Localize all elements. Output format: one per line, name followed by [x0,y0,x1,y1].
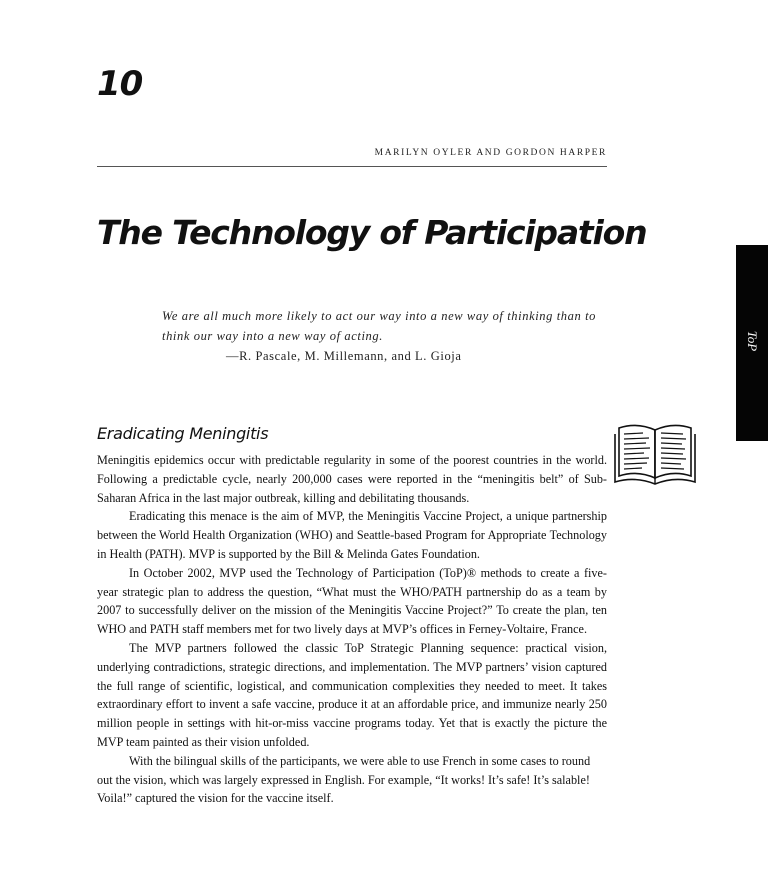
side-thumb-tab [736,245,768,441]
chapter-authors: MARILYN OYLER AND GORDON HARPER [374,148,607,158]
section-heading: Eradicating Meningitis [97,424,269,443]
open-book-icon [613,420,697,488]
chapter-number: 10 [97,64,143,104]
epigraph-quote: We are all much more likely to act our way into a new way of thinking than to think our way into a new way of acting. [162,309,596,343]
paragraph-5: With the bilingual skills of the participants, we were able to use French in some cases to round out the vision, which was largely expressed in English. For example, “It works! It’s safe! It’s salable! Voila!” captured the vision for the vaccine itself. [97,753,591,806]
paragraph-2: Eradicating this menace is the aim of MVP, the Meningitis Vaccine Project, a unique partnership between the World Health Organization (WHO) and Seattle-based Program for Appropriate Technology in Health (PATH). MVP is supported by the Bill & Melinda Gates Foundation. [97,509,607,561]
chapter-title: The Technology of Participation [97,213,647,252]
side-tab-label: ToP [745,330,760,352]
body-text [97,451,607,808]
paragraph-4: The MVP partners followed the classic ToP Strategic Planning sequence: practical vision, underlying contradictions, strategic directions, and implementation. The MVP partners’ vision captured the full range of scientific, logistical, and communication complexities they needed to meet. It takes extraordinary effort to invent a safe vaccine, produce it at an affordable price, and immunize nearly 250 million people in settings with hit-or-miss vaccine programs today. Yet that is exactly the picture the MVP team painted as their vision unfolded. [97,640,607,749]
paragraph-3: In October 2002, MVP used the Technology of Participation (ToP)® methods to create a five-year strategic plan to address the question, “What must the WHO/PATH partnership do as a team by 2007 to successfully deliver on the mission of the Meningitis Vaccine Project?” To create the plan, ten WHO and PATH staff members met for two lively days at MVP’s offices in Ferney-Voltaire, France. [97,565,607,637]
epigraph-attribution: —R. Pascale, M. Millemann, and L. Gioja [226,349,462,363]
header-rule [97,166,607,167]
paragraph-1: Meningitis epidemics occur with predictable regularity in some of the poorest countries in the world. Following a predictable cycle, nearly 200,000 cases were reported in the “meningitis belt” of Sub-Saharan Africa in the last major outbreak, killing and debilitating thousands. [97,453,607,505]
